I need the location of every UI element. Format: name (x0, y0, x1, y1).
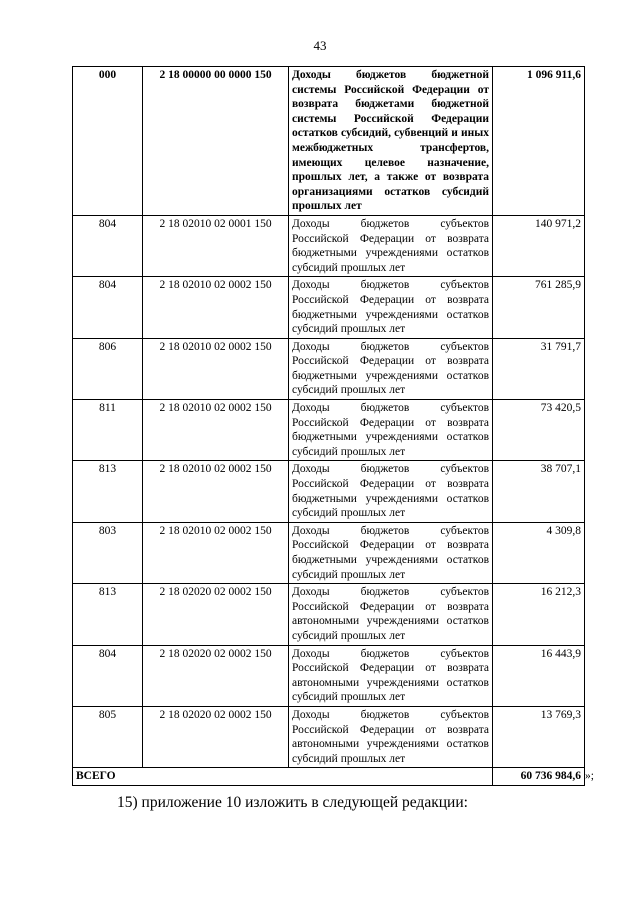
budget-class-code-cell: 2 18 02010 02 0002 150 (143, 522, 289, 583)
budget-class-code-cell: 2 18 02020 02 0002 150 (143, 584, 289, 645)
admin-code-cell: 804 (73, 215, 143, 276)
admin-code-cell: 804 (73, 277, 143, 338)
amount-cell: 1 096 911,6 (493, 67, 585, 216)
budget-class-code-cell: 2 18 02020 02 0002 150 (143, 645, 289, 706)
description-cell: Доходы бюджетов субъектов Российской Федерации от возврата бюджетными учреждениями остатков субсидий прошлых лет (289, 277, 493, 338)
budget-class-code-cell: 2 18 02020 02 0002 150 (143, 706, 289, 767)
table-row (73, 338, 585, 399)
admin-code-cell: 000 (73, 67, 143, 216)
amendment-instruction: 15) приложение 10 изложить в следующей редакции: (117, 794, 468, 811)
amount-cell: 73 420,5 (493, 400, 585, 461)
amount-cell: 31 791,7 (493, 338, 585, 399)
table-row (73, 645, 585, 706)
closing-quote-mark: »; (585, 770, 594, 783)
description-cell: Доходы бюджетов субъектов Российской Федерации от возврата автономными учреждениями остатков субсидий прошлых лет (289, 706, 493, 767)
table-row (73, 400, 585, 461)
description-cell: Доходы бюджетов субъектов Российской Федерации от возврата автономными учреждениями остатков субсидий прошлых лет (289, 584, 493, 645)
admin-code-cell: 806 (73, 338, 143, 399)
description-cell: Доходы бюджетов субъектов Российской Федерации от возврата бюджетными учреждениями остатков субсидий прошлых лет (289, 400, 493, 461)
table-row (73, 584, 585, 645)
budget-class-code-cell: 2 18 02010 02 0001 150 (143, 215, 289, 276)
budget-class-code-cell: 2 18 02010 02 0002 150 (143, 338, 289, 399)
table-row (73, 706, 585, 767)
table-row (73, 277, 585, 338)
description-cell: Доходы бюджетов субъектов Российской Федерации от возврата бюджетными учреждениями остатков субсидий прошлых лет (289, 215, 493, 276)
budget-class-code-cell: 2 18 02010 02 0002 150 (143, 400, 289, 461)
admin-code-cell: 803 (73, 522, 143, 583)
page-number: 43 (313, 38, 327, 53)
description-cell: Доходы бюджетов бюджетной системы Российской Федерации от возврата бюджетами бюджетной системы Российской Федерации остатков субсидий, субвенций и иных межбюджетных трансфертов, имеющих целевое назначение, прошлых лет, а также от возврата организациями остатков субсидий прошлых лет (289, 67, 493, 216)
table-body (73, 67, 594, 786)
description-cell: Доходы бюджетов субъектов Российской Федерации от возврата бюджетными учреждениями остатков субсидий прошлых лет (289, 338, 493, 399)
budget-class-code-cell: 2 18 02010 02 0002 150 (143, 461, 289, 522)
admin-code-cell: 811 (73, 400, 143, 461)
total-label: ВСЕГО (73, 768, 493, 786)
table-row (73, 67, 585, 216)
total-amount: 60 736 984,6 (520, 770, 581, 783)
revenue-table (72, 66, 594, 786)
amount-cell: 13 769,3 (493, 706, 585, 767)
total-amount-cell (493, 768, 594, 786)
table-row (73, 461, 585, 522)
description-cell: Доходы бюджетов субъектов Российской Федерации от возврата бюджетными учреждениями остатков субсидий прошлых лет (289, 522, 493, 583)
description-cell: Доходы бюджетов субъектов Российской Федерации от возврата бюджетными учреждениями остатков субсидий прошлых лет (289, 461, 493, 522)
amount-cell: 38 707,1 (493, 461, 585, 522)
amount-cell: 16 212,3 (493, 584, 585, 645)
amount-cell: 761 285,9 (493, 277, 585, 338)
amount-cell: 4 309,8 (493, 522, 585, 583)
total-row (73, 768, 585, 786)
budget-class-code-cell: 2 18 00000 00 0000 150 (143, 67, 289, 216)
budget-class-code-cell: 2 18 02010 02 0002 150 (143, 277, 289, 338)
admin-code-cell: 804 (73, 645, 143, 706)
amount-cell: 16 443,9 (493, 645, 585, 706)
table-row (73, 215, 585, 276)
admin-code-cell: 805 (73, 706, 143, 767)
table-row (73, 522, 585, 583)
description-cell: Доходы бюджетов субъектов Российской Федерации от возврата автономными учреждениями остатков субсидий прошлых лет (289, 645, 493, 706)
admin-code-cell: 813 (73, 584, 143, 645)
amount-cell: 140 971,2 (493, 215, 585, 276)
admin-code-cell: 813 (73, 461, 143, 522)
